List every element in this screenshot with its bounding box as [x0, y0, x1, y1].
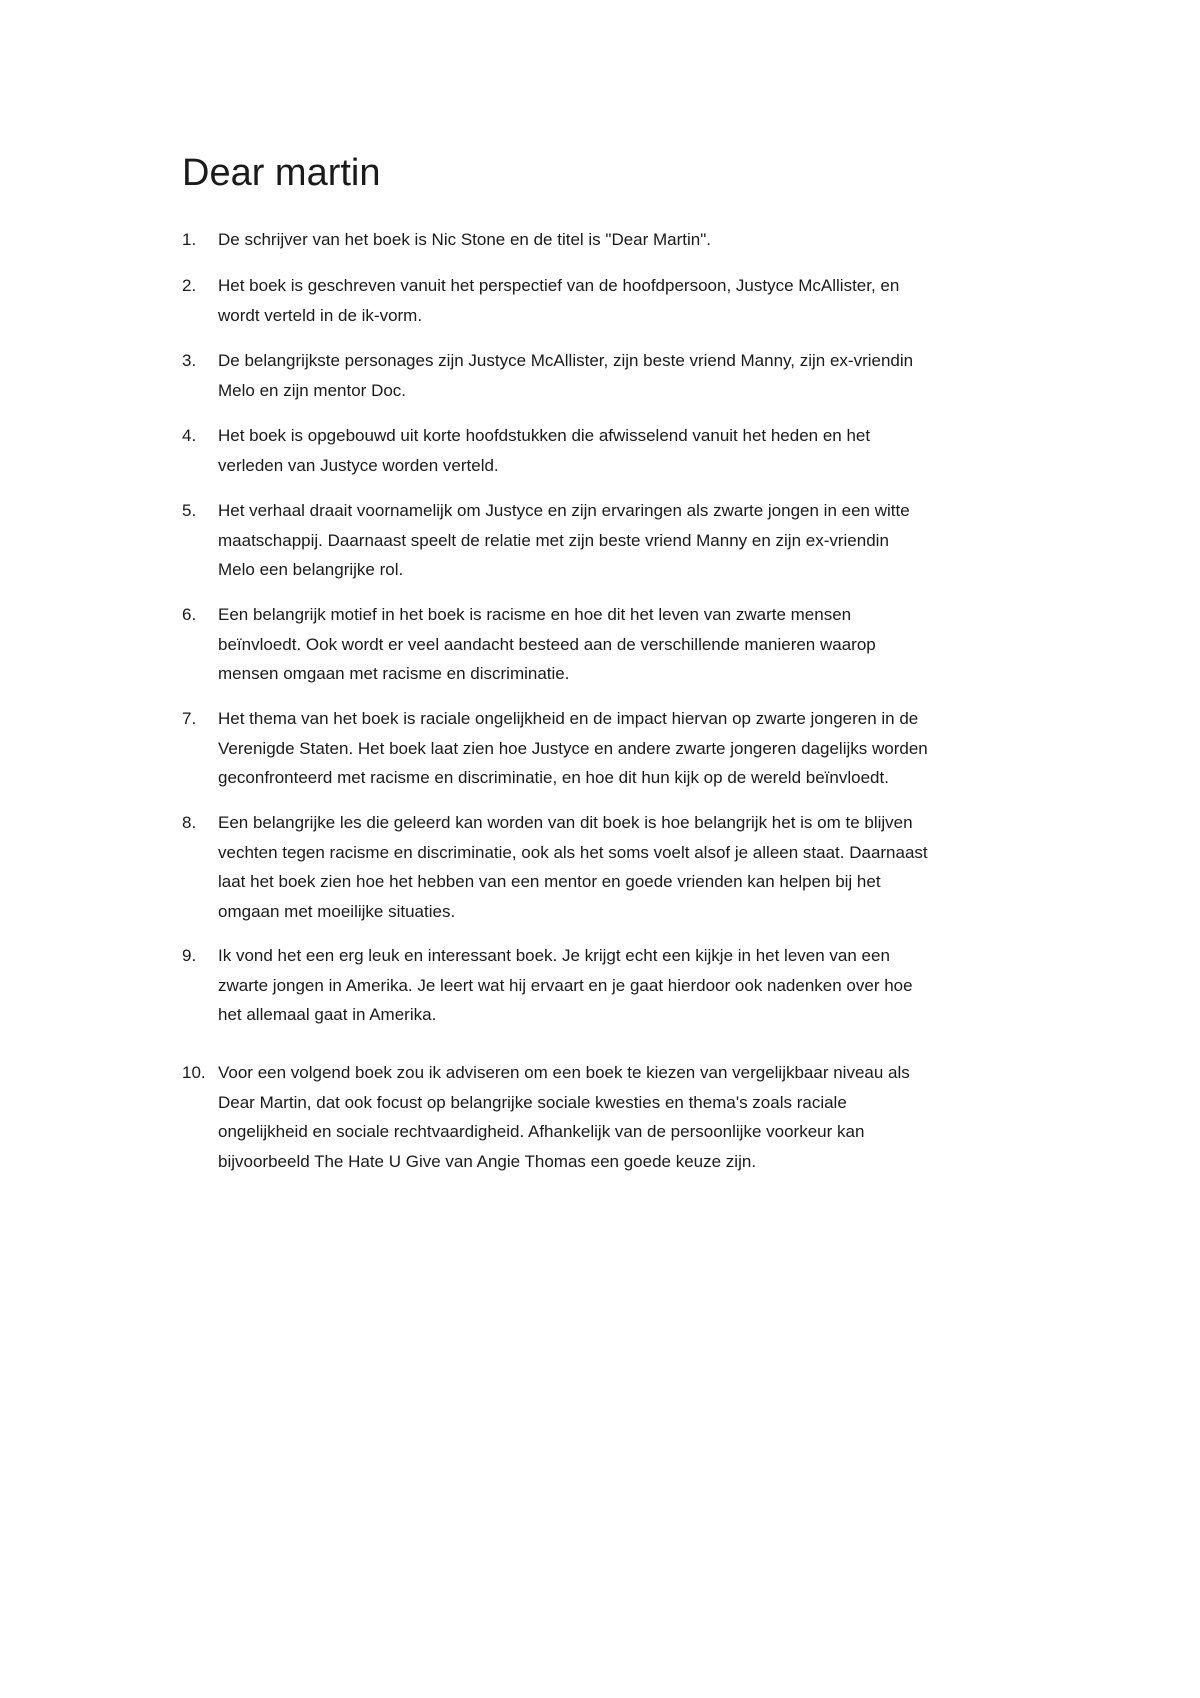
list-item-number: 5. [182, 501, 197, 520]
list-item-number: 8. [182, 813, 197, 832]
list-item [182, 704, 1062, 793]
list-item-text: Het boek is geschreven vanuit het perspectief van de hoofdpersoon, Justyce McAllister, en wordt verteld in de ik-vorm. [218, 276, 900, 325]
list-item-number: 6. [182, 605, 197, 624]
list-item-number: 3. [182, 351, 197, 370]
list-item [182, 225, 1062, 255]
list-item-text: Een belangrijk motief in het boek is racisme en hoe dit het leven van zwarte mensen beïnvloedt. Ook wordt er veel aandacht besteed aan de verschillende manieren waarop mensen omgaan met racisme en discriminatie. [218, 605, 876, 683]
list-item-text: De belangrijkste personages zijn Justyce McAllister, zijn beste vriend Manny, zijn ex-vriendin Melo en zijn mentor Doc. [218, 351, 914, 400]
list-item-text: Het verhaal draait voornamelijk om Justyce en zijn ervaringen als zwarte jongen in een witte maatschappij. Daarnaast speelt de relatie met zijn beste vriend Manny en zijn ex-vriendin Melo een belangrijke rol. [218, 501, 910, 579]
list-item-text: Voor een volgend boek zou ik adviseren om een boek te kiezen van vergelijkbaar niveau als Dear Martin, dat ook focust op belangrijke sociale kwesties en thema's zoals raciale ongelijkheid en sociale rechtvaardigheid. Afhankelijk van de persoonlijke voorkeur kan bijvoorbeeld The Hate U Give van Angie Thomas een goede keuze zijn. [218, 1063, 910, 1171]
list-item-number: 2. [182, 276, 197, 295]
list-item-text: Het thema van het boek is raciale ongelijkheid en de impact hiervan op zwarte jongeren in de Verenigde Staten. Het boek laat zien hoe Justyce en andere zwarte jongeren dagelijks worden geconfronteerd met racisme en discriminatie, en hoe dit hun kijk op de wereld beïnvloedt. [218, 709, 928, 787]
document-title: Dear martin [182, 152, 381, 194]
list-item [182, 941, 1062, 1030]
list-item-text: Ik vond het een erg leuk en interessant boek. Je krijgt echt een kijkje in het leven van een zwarte jongen in Amerika. Je leert wat hij ervaart en je gaat hierdoor ook nadenken over hoe het allemaal gaat in Amerika. [218, 946, 913, 1024]
list-item [182, 808, 1062, 926]
list-item [182, 496, 1062, 585]
list-item-number: 1. [182, 230, 197, 249]
list-item [182, 346, 1062, 405]
list-item-number: 9. [182, 946, 197, 965]
list-item-number: 10. [182, 1063, 206, 1082]
list-item-text: Het boek is opgebouwd uit korte hoofdstukken die afwisselend vanuit het heden en het verleden van Justyce worden verteld. [218, 426, 871, 475]
list-item-number: 4. [182, 426, 197, 445]
list-item-text: Een belangrijke les die geleerd kan worden van dit boek is hoe belangrijk het is om te blijven vechten tegen racisme en discriminatie, ook als het soms voelt alsof je alleen staat. Daarnaast laat het boek zien hoe het hebben van een mentor en goede vrienden kan helpen bij het omgaan met moeilijke situaties. [218, 813, 928, 921]
list-item [182, 271, 1062, 330]
list-item-text: De schrijver van het boek is Nic Stone en de titel is "Dear Martin". [218, 230, 711, 249]
list-item [182, 421, 1062, 480]
list-item [182, 600, 1062, 689]
list-item [182, 1058, 1062, 1176]
list-item-number: 7. [182, 709, 197, 728]
